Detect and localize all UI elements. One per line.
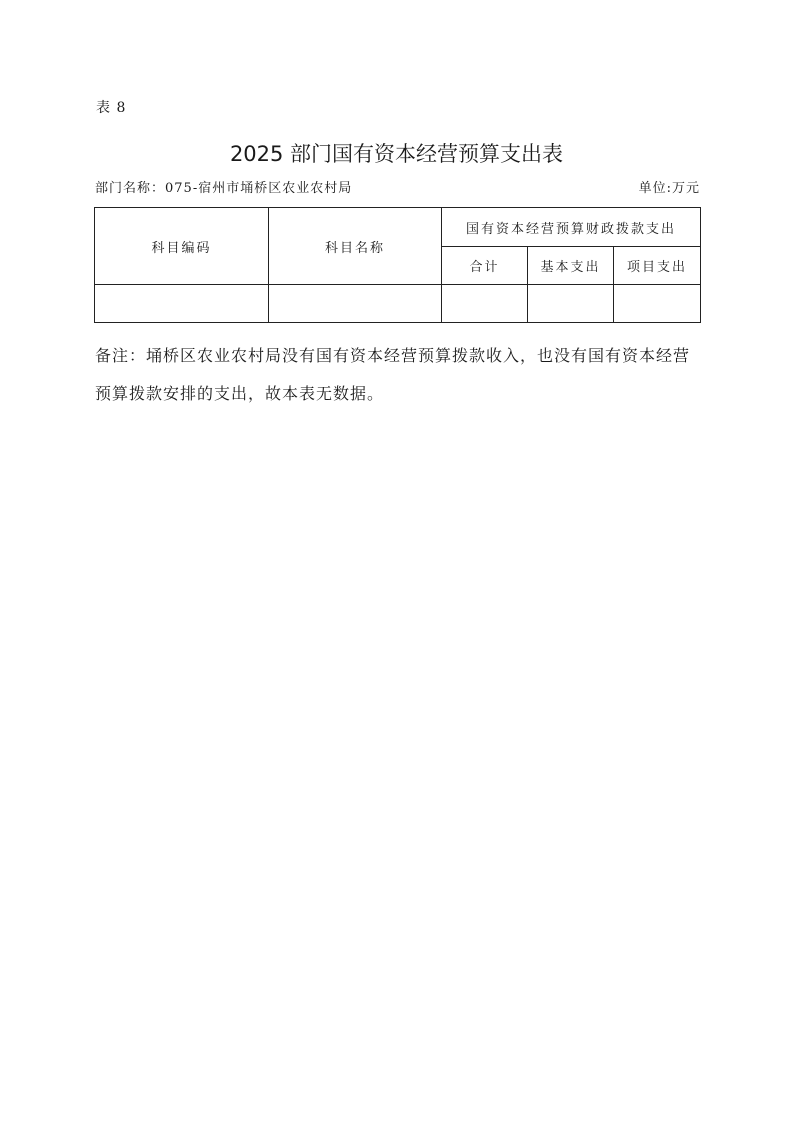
table-row [95, 285, 701, 323]
cell-project [614, 285, 701, 323]
header-subject-name: 科目名称 [269, 208, 442, 285]
meta-row [95, 177, 700, 196]
budget-table [94, 207, 701, 323]
page-title: 2025 部门国有资本经营预算支出表 [229, 142, 564, 166]
header-expenditure-group: 国有资本经营预算财政拨款支出 [442, 208, 701, 247]
unit-label: 单位:万元 [638, 181, 700, 196]
header-subject-code: 科目编码 [95, 208, 269, 285]
table-number: 表 8 [96, 100, 127, 116]
header-total: 合计 [442, 247, 528, 285]
cell-code [95, 285, 269, 323]
header-project-expenditure: 项目支出 [614, 247, 701, 285]
table-header-row [95, 208, 701, 247]
cell-total [442, 285, 528, 323]
department-name: 部门名称：075-宿州市埇桥区农业农村局 [95, 181, 353, 196]
cell-name [269, 285, 442, 323]
remark-note: 备注：埇桥区农业农村局没有国有资本经营预算拨款收入，也没有国有资本经营预算拨款安排的支出，故本表无数据。 [95, 346, 691, 403]
cell-basic [528, 285, 614, 323]
header-basic-expenditure: 基本支出 [528, 247, 614, 285]
